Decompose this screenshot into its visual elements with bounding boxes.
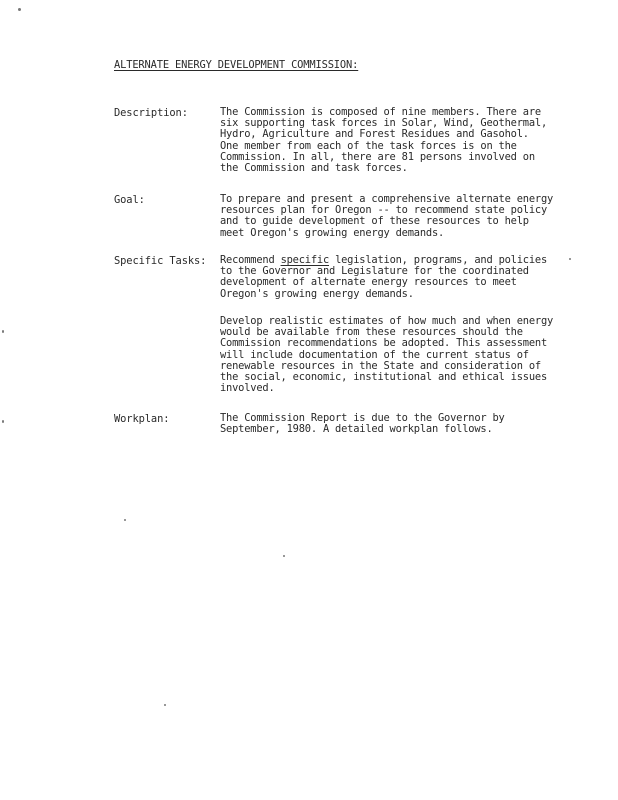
specific-tasks-paragraph-2: Develop realistic estimates of how much and when energy would be available from these resources should the Commission recommendations be adopted. This assessment will include documentation of the current status of renewable resources in the State and consideration of the social, economic, institutional and ethical issues involved. (220, 315, 554, 395)
goal-text: To prepare and present a comprehensive alternate energy resources plan for Oregon -- to recommend state policy and to guide development of these resources to help meet Oregon's growing energy demands. (220, 193, 554, 239)
scan-speck (164, 704, 166, 706)
document-title: ALTERNATE ENERGY DEVELOPMENT COMMISSION: (114, 59, 359, 71)
workplan-label: Workplan: (114, 413, 170, 425)
scan-speck (124, 519, 126, 521)
description-label: Description: (114, 107, 188, 119)
goal-label: Goal: (114, 194, 145, 206)
scan-speck (2, 330, 4, 333)
task1-emphasis: specific (280, 254, 330, 266)
task1-rest: legislation, programs, and policies to the Governor and Legislature for the coordinated development of alternate energy resources to meet Oregon's growing energy demands. (220, 254, 548, 300)
task1-lead: Recommend (220, 254, 281, 266)
scan-speck (18, 8, 21, 11)
workplan-text: The Commission Report is due to the Governor by September, 1980. A detailed workplan follows. (220, 412, 505, 436)
scan-speck (283, 555, 285, 557)
description-text: The Commission is composed of nine members. There are six supporting task forces in Solar, Wind, Geothermal, Hydro, Agriculture and Forest Residues and Gasohol. One member from each of the task forces is on the Commission. In all, there are 81 persons involved on the Commission and task forces. (220, 106, 548, 175)
scan-speck (569, 258, 571, 260)
specific-tasks-label: Specific Tasks: (114, 255, 207, 267)
specific-tasks-paragraph-1 (220, 255, 570, 300)
scan-speck (2, 420, 4, 423)
